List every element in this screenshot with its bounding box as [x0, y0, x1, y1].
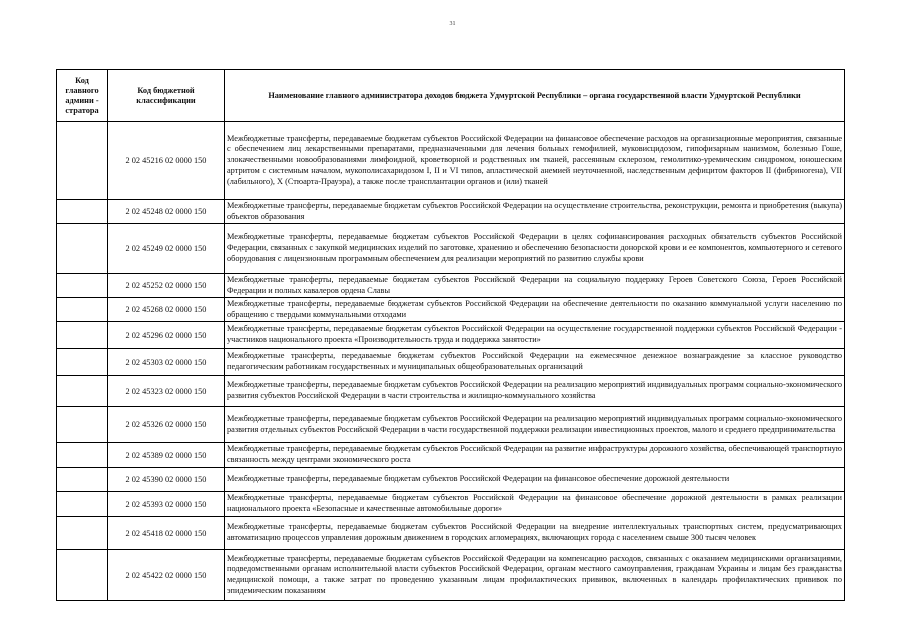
- budget-code-cell: 2 02 45248 02 0000 150: [108, 200, 225, 224]
- table-row: [57, 122, 845, 200]
- table-row: [57, 407, 845, 443]
- description-cell: Межбюджетные трансферты, передаваемые бюджетам субъектов Российской Федерации на финансовое обеспечение дорожной деятельности: [225, 468, 845, 492]
- admin-code-cell: [57, 349, 108, 376]
- description-cell: Межбюджетные трансферты, передаваемые бюджетам субъектов Российской Федерации на осуществление государственной поддержки субъектов Российской Федерации - участников национального проекта «Производительность труда и поддержка занятости»: [225, 322, 845, 349]
- table-row: [57, 550, 845, 601]
- description-cell: Межбюджетные трансферты, передаваемые бюджетам субъектов Российской Федерации на ежемесячное денежное вознаграждение за классное руководство педагогическим работникам государственных и муниципальных общеобразовательных организаций: [225, 349, 845, 376]
- table-row: [57, 322, 845, 349]
- budget-code-cell: 2 02 45393 02 0000 150: [108, 492, 225, 517]
- budget-code-cell: 2 02 45390 02 0000 150: [108, 468, 225, 492]
- budget-code-cell: 2 02 45296 02 0000 150: [108, 322, 225, 349]
- admin-code-cell: [57, 274, 108, 298]
- table-row: [57, 443, 845, 468]
- admin-code-cell: [57, 517, 108, 550]
- budget-code-cell: 2 02 45252 02 0000 150: [108, 274, 225, 298]
- header-administrator-name: Наименование главного администратора доходов бюджета Удмуртской Республики – органа государственной власти Удмуртской Республики: [225, 70, 845, 122]
- admin-code-cell: [57, 376, 108, 407]
- budget-code-cell: 2 02 45389 02 0000 150: [108, 443, 225, 468]
- budget-code-cell: 2 02 45303 02 0000 150: [108, 349, 225, 376]
- table-row: [57, 517, 845, 550]
- admin-code-cell: [57, 468, 108, 492]
- budget-code-cell: 2 02 45216 02 0000 150: [108, 122, 225, 200]
- budget-code-cell: 2 02 45268 02 0000 150: [108, 298, 225, 322]
- admin-code-cell: [57, 224, 108, 274]
- budget-code-cell: 2 02 45422 02 0000 150: [108, 550, 225, 601]
- description-cell: Межбюджетные трансферты, передаваемые бюджетам субъектов Российской Федерации на внедрение интеллектуальных транспортных систем, предусматривающих автоматизацию процессов управления дорожным движением в городских агломерациях, включающих города с населением свыше 300 тысяч человек: [225, 517, 845, 550]
- description-cell: Межбюджетные трансферты, передаваемые бюджетам субъектов Российской Федерации на финансовое обеспечение дорожной деятельности в рамках реализации национального проекта «Безопасные и качественные автомобильные дороги»: [225, 492, 845, 517]
- description-cell: Межбюджетные трансферты, передаваемые бюджетам субъектов Российской Федерации на реализацию мероприятий индивидуальных программ социально-экономического развития отдельных субъектов Российской Федерации в части государственной поддержки реализации инвестиционных проектов, малого и среднего предпринимательства: [225, 407, 845, 443]
- admin-code-cell: [57, 407, 108, 443]
- admin-code-cell: [57, 298, 108, 322]
- admin-code-cell: [57, 200, 108, 224]
- description-cell: Межбюджетные трансферты, передаваемые бюджетам субъектов Российской Федерации на социальную поддержку Героев Советского Союза, Героев Российской Федерации и полных кавалеров ордена Славы: [225, 274, 845, 298]
- table-row: [57, 492, 845, 517]
- admin-code-cell: [57, 122, 108, 200]
- table-header: [57, 70, 845, 122]
- table-row: [57, 349, 845, 376]
- admin-code-cell: [57, 492, 108, 517]
- description-cell: Межбюджетные трансферты, передаваемые бюджетам субъектов Российской Федерации на обеспечение деятельности по оказанию коммунальной услуги населению по обращению с твердыми коммунальными отходами: [225, 298, 845, 322]
- header-budget-code: Код бюджетной классификации: [108, 70, 225, 122]
- budget-code-cell: 2 02 45326 02 0000 150: [108, 407, 225, 443]
- table-row: [57, 468, 845, 492]
- description-cell: Межбюджетные трансферты, передаваемые бюджетам субъектов Российской Федерации в целях софинансирования расходных обязательств субъектов Российской Федерации, связанных с закупкой медицинских изделий по заготовке, хранению и обеспечению безопасности донорской крови и ее компонентов, компьютерного и сетевого оборудования с лицензионным программным обеспечением для реализации мероприятий по развитию службы крови: [225, 224, 845, 274]
- budget-code-cell: 2 02 45323 02 0000 150: [108, 376, 225, 407]
- description-cell: Межбюджетные трансферты, передаваемые бюджетам субъектов Российской Федерации на компенсацию расходов, связанных с оказанием медицинскими организациями, подведомственными органам исполнительной власти субъектов Российской Федерации, органам местного самоуправления, гражданам Украины и лицам без гражданства медицинской помощи, а также затрат по проведению указанным лицам профилактических прививок, включенных в календарь профилактических прививок по эпидемическим показаниям: [225, 550, 845, 601]
- header-admin-code: Код главного админи - стратора: [57, 70, 108, 122]
- admin-code-cell: [57, 550, 108, 601]
- description-cell: Межбюджетные трансферты, передаваемые бюджетам субъектов Российской Федерации на развитие инфраструктуры дорожного хозяйства, обеспечивающей транспортную связанность между центрами экономического роста: [225, 443, 845, 468]
- description-cell: Межбюджетные трансферты, передаваемые бюджетам субъектов Российской Федерации на реализацию мероприятий индивидуальных программ социально-экономического развития субъектов Российской Федерации в части строительства и жилищно-коммунального хозяйства: [225, 376, 845, 407]
- revenue-administrators-table: [56, 69, 845, 601]
- description-cell: Межбюджетные трансферты, передаваемые бюджетам субъектов Российской Федерации на осуществление строительства, реконструкции, ремонта и приобретения (выкупа) объектов образования: [225, 200, 845, 224]
- budget-code-cell: 2 02 45249 02 0000 150: [108, 224, 225, 274]
- description-cell: Межбюджетные трансферты, передаваемые бюджетам субъектов Российской Федерации на финансовое обеспечение расходов на организационные мероприятия, связанные с обеспечением лиц лекарственными препаратами, предназначенными для лечения больных гемофилией, муковисцидозом, гипофизарным нанизмом, болезнью Гоше, злокачественными новообразованиями лимфоидной, кроветворной и родственных им тканей, рассеянным склерозом, гемолитико-уремическим синдромом, юношеским артритом с системным началом, мукополисахаридозом I, II и VI типов, апластической анемией неуточненной, наследственным дефицитом факторов II (фибриногена), VII (лабильного), X (Стюарта-Прауэра), а также после трансплантации органов и (или) тканей: [225, 122, 845, 200]
- table-row: [57, 200, 845, 224]
- table-row: [57, 376, 845, 407]
- admin-code-cell: [57, 443, 108, 468]
- budget-code-cell: 2 02 45418 02 0000 150: [108, 517, 225, 550]
- table-row: [57, 224, 845, 274]
- admin-code-cell: [57, 322, 108, 349]
- page-number: 31: [449, 21, 456, 27]
- table-row: [57, 298, 845, 322]
- table-row: [57, 274, 845, 298]
